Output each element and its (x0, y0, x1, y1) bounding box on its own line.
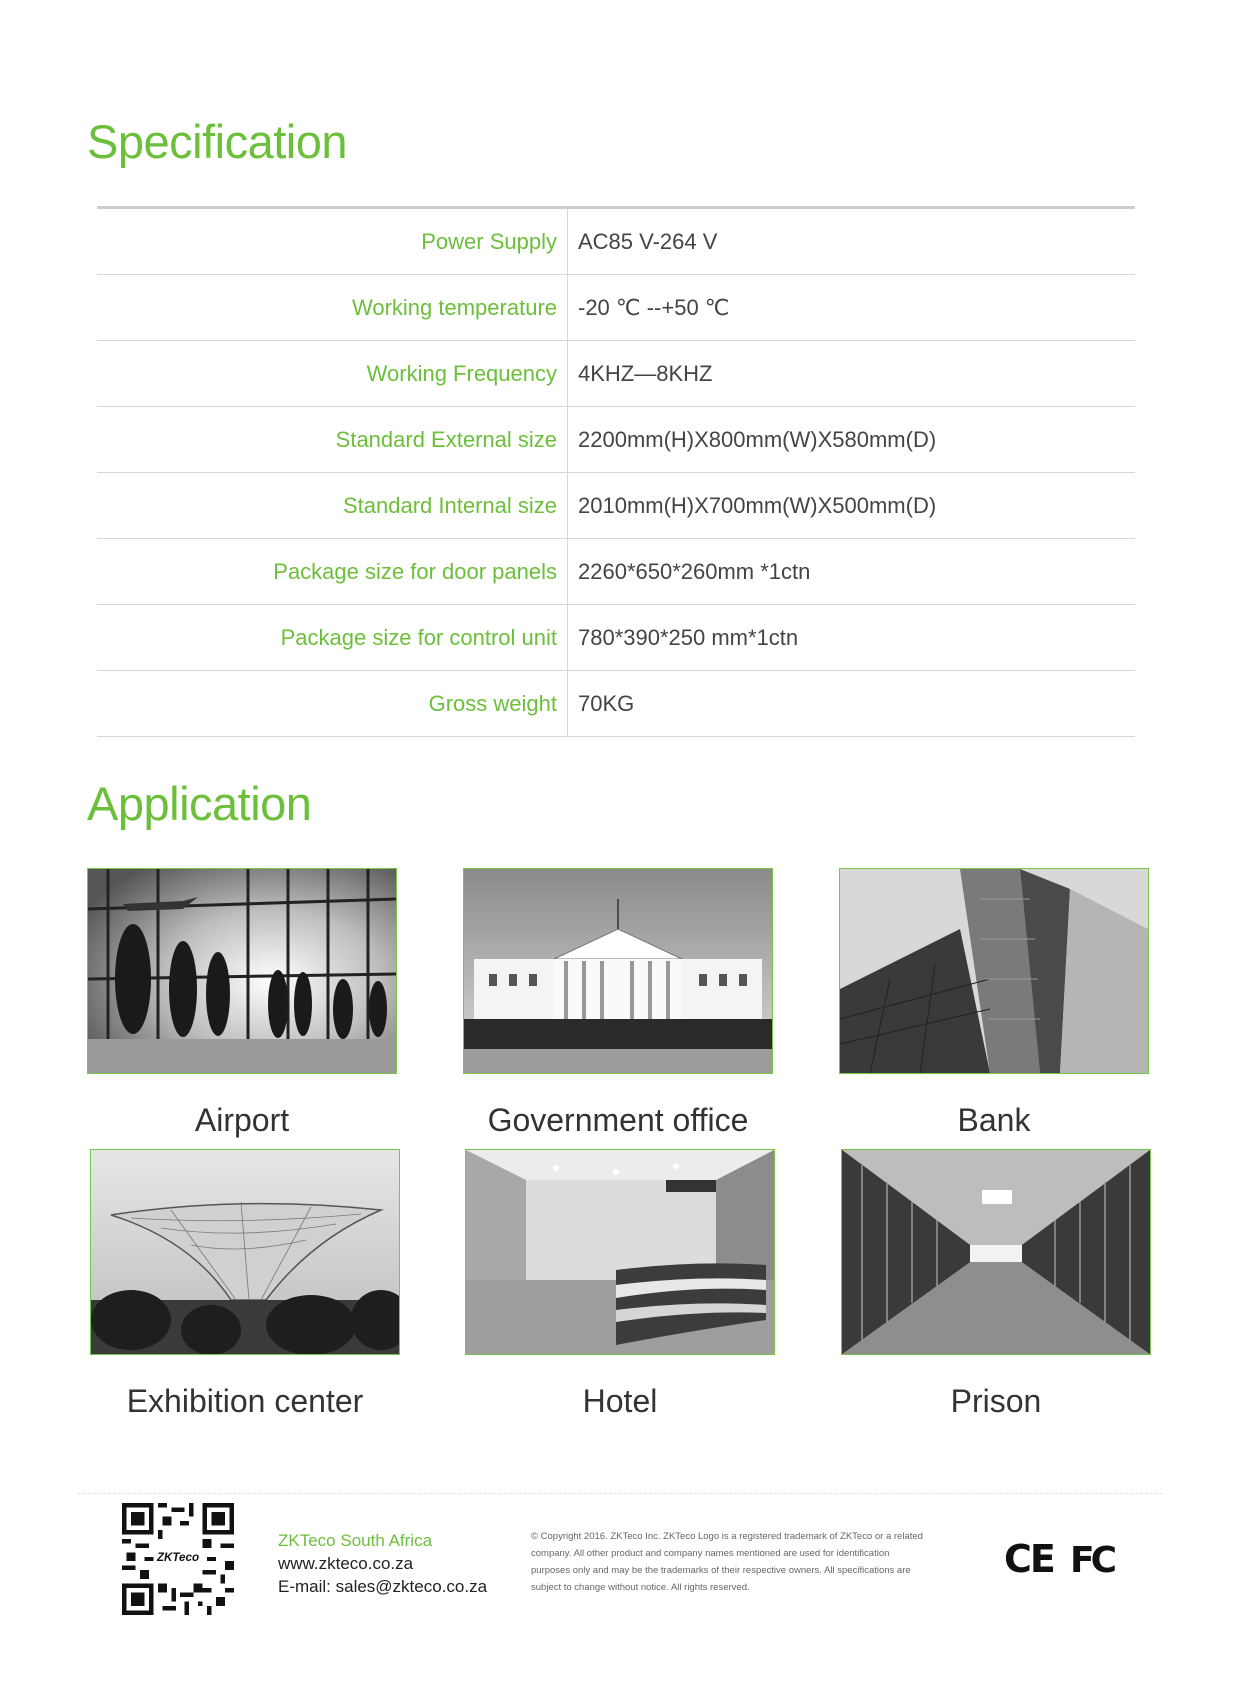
spec-value: AC85 V-264 V (568, 208, 1136, 275)
spec-label: Working Frequency (97, 341, 568, 407)
bank-photo (839, 868, 1149, 1074)
fcc-mark-icon: FC (1070, 1540, 1114, 1580)
specification-heading: Specification (87, 115, 347, 168)
contact-info (278, 1529, 487, 1598)
spec-value: -20 ℃ --+50 ℃ (568, 275, 1136, 341)
application-item-airport (87, 868, 397, 1139)
qr-logo: ZKTeco (156, 1551, 200, 1565)
application-item-bank (839, 868, 1149, 1139)
spec-value: 2260*650*260mm *1ctn (568, 539, 1136, 605)
spec-row-door-panels-package (97, 539, 1135, 605)
spec-value: 2200mm(H)X800mm(W)X580mm(D) (568, 407, 1136, 473)
application-caption: Government office (487, 1102, 749, 1138)
copyright-notice: © Copyright 2016. ZKTeco Inc. ZKTeco Logo is a registered trademark of ZKTeco or a related company. All other product and company names mentioned are used for identification purposes only and may be the trademarks of their respective owners. All specifications are subject to change without notice. All rights reserved. (531, 1531, 923, 1593)
spec-label: Standard Internal size (97, 473, 568, 539)
qr-code[interactable] (122, 1503, 234, 1615)
application-item-prison (841, 1149, 1151, 1420)
email-link[interactable]: E-mail: sales@zkteco.co.za (278, 1577, 488, 1596)
spec-label: Working temperature (97, 275, 568, 341)
spec-row-working-frequency (97, 341, 1135, 407)
prison-photo (841, 1149, 1151, 1355)
spec-row-gross-weight (97, 671, 1135, 737)
certification-marks (1004, 1536, 1124, 1580)
footer-divider (78, 1493, 1163, 1494)
spec-label: Package size for control unit (97, 605, 568, 671)
spec-label: Gross weight (97, 671, 568, 737)
spec-value: 780*390*250 mm*1ctn (568, 605, 1136, 671)
spec-value: 70KG (568, 671, 1136, 737)
spec-row-working-temperature (97, 275, 1135, 341)
spec-row-external-size (97, 407, 1135, 473)
application-item-exhibition-center (90, 1149, 400, 1420)
application-caption: Bank (957, 1102, 1031, 1138)
website-link[interactable]: www.zkteco.co.za (278, 1554, 414, 1573)
application-item-hotel (465, 1149, 775, 1420)
spec-value: 4KHZ—8KHZ (568, 341, 1136, 407)
application-caption: Airport (194, 1102, 290, 1138)
spec-label: Package size for door panels (97, 539, 568, 605)
application-caption: Hotel (582, 1383, 658, 1419)
application-heading: Application (87, 777, 312, 830)
application-caption: Exhibition center (126, 1383, 364, 1419)
hotel-photo (465, 1149, 775, 1355)
exhibition-center-photo (90, 1149, 400, 1355)
company-name: ZKTeco South Africa (278, 1531, 433, 1550)
spec-row-control-unit-package (97, 605, 1135, 671)
spec-value: 2010mm(H)X700mm(W)X500mm(D) (568, 473, 1136, 539)
specification-table (97, 206, 1135, 737)
application-caption: Prison (950, 1383, 1042, 1419)
spec-label: Power Supply (97, 208, 568, 275)
application-item-government-office (463, 868, 773, 1139)
government-office-photo (463, 868, 773, 1074)
spec-row-power-supply (97, 208, 1135, 275)
spec-label: Standard External size (97, 407, 568, 473)
airport-photo (87, 868, 397, 1074)
spec-row-internal-size (97, 473, 1135, 539)
ce-mark-icon: CE (1004, 1537, 1054, 1580)
